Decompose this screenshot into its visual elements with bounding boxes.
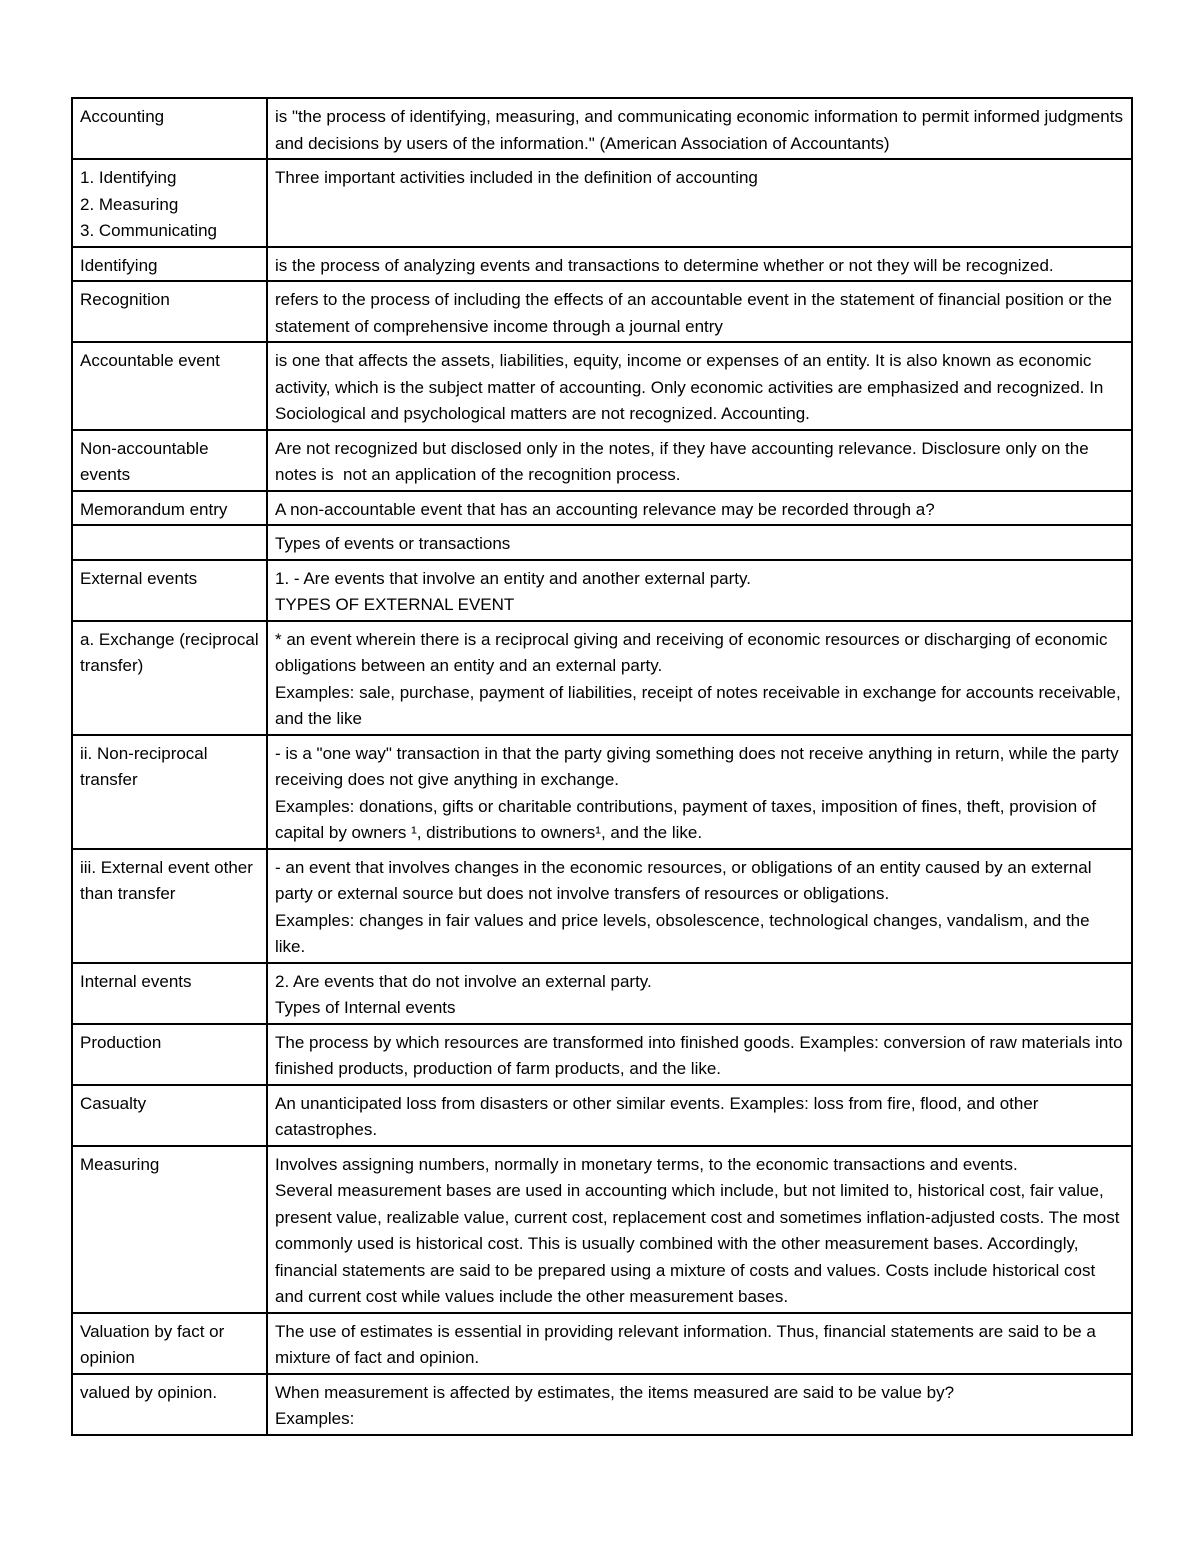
definition-text: Examples: donations, gifts or charitable contributions, payment of taxes, imposition of fines, theft, provision of capital by owners ¹, distributions to owners¹, and the like. <box>275 796 1101 842</box>
definition-cell <box>267 159 1132 247</box>
definition-cell <box>267 342 1132 430</box>
term-cell <box>72 342 267 430</box>
definition-cell <box>267 963 1132 1024</box>
definition-text: Are not recognized but disclosed only in the notes, if they have accounting relevance. Disclosure only on the notes is not an application of the recognition process. <box>275 438 1094 484</box>
table-row <box>72 963 1132 1024</box>
definition-text: Examples: sale, purchase, payment of liabilities, receipt of notes receivable in exchange for accounts receivable, and the like <box>275 682 1126 728</box>
definition-cell <box>267 735 1132 849</box>
definitions-table-body <box>72 98 1132 1435</box>
definition-text: Involves assigning numbers, normally in monetary terms, to the economic transactions and events. <box>275 1154 1018 1174</box>
term-cell <box>72 735 267 849</box>
term-text: Recognition <box>80 290 170 309</box>
term-text: Casualty <box>80 1093 147 1113</box>
table-row <box>72 1313 1132 1374</box>
document-page <box>71 97 1131 1436</box>
definition-text: An unanticipated loss from disasters or other similar events. Examples: loss from fire, flood, and other catastrophes. <box>275 1093 1044 1139</box>
table-row <box>72 621 1132 735</box>
definition-text: is the process of analyzing events and transactions to determine whether or not they will be recognized. <box>275 255 1054 275</box>
table-row <box>72 1024 1132 1085</box>
term-cell <box>72 849 267 963</box>
term-cell <box>72 560 267 621</box>
definition-text: refers to the process of including the effects of an accountable event in the statement of financial position or the statement of comprehensive income through a journal entry <box>275 290 1117 336</box>
definition-cell <box>267 281 1132 342</box>
term-text: iii. External event other than transfer <box>80 857 258 903</box>
term-cell <box>72 1024 267 1085</box>
definition-cell <box>267 1313 1132 1374</box>
definition-cell <box>267 247 1132 282</box>
term-text: Accounting <box>80 107 165 126</box>
definition-text: 1. - Are events that involve an entity and another external party. <box>275 568 751 588</box>
table-row <box>72 849 1132 963</box>
definition-text: When measurement is affected by estimates, the items measured are said to be value by? <box>275 1382 955 1402</box>
definition-cell <box>267 525 1132 560</box>
term-cell <box>72 491 267 526</box>
definition-text: Several measurement bases are used in accounting which include, but not limited to, historical cost, fair value, present value, realizable value, current cost, replacement cost and sometimes inflation-adjusted costs. The most commonly used is historical cost. This is usually combined with the other measurement bases. Accordingly, financial statements are said to be prepared using a mixture of costs and values. Costs include historical cost and current cost while values include the other measurement bases. <box>275 1181 1125 1306</box>
table-row <box>72 1374 1132 1435</box>
term-cell <box>72 98 267 159</box>
term-text: External events <box>80 568 198 588</box>
term-text: Memorandum entry <box>80 499 228 519</box>
table-row <box>72 735 1132 849</box>
definition-cell <box>267 849 1132 963</box>
table-row <box>72 525 1132 560</box>
term-cell <box>72 963 267 1024</box>
definition-cell <box>267 98 1132 159</box>
term-cell <box>72 621 267 735</box>
definition-text: * an event wherein there is a reciprocal giving and receiving of economic resources or discharging of economic obligations between an entity and an external party. <box>275 629 1113 675</box>
definition-cell <box>267 560 1132 621</box>
table-row <box>72 342 1132 430</box>
term-text: Identifying <box>80 255 158 275</box>
definition-text: - an event that involves changes in the economic resources, or obligations of an entity caused by an external party or external source but does not involve transfers of resources or obligations. <box>275 857 1097 903</box>
table-row <box>72 281 1132 342</box>
definition-text: The process by which resources are transformed into finished goods. Examples: conversion of raw materials into finished products, production of farm products, and the like. <box>275 1032 1128 1078</box>
term-cell <box>72 247 267 282</box>
definition-text: The use of estimates is essential in providing relevant information. Thus, financial statements are said to be a mixture of fact and opinion. <box>275 1321 1101 1367</box>
term-text: Accountable event <box>80 351 220 370</box>
term-text: Internal events <box>80 971 192 991</box>
term-text: Measuring <box>80 1154 160 1174</box>
definition-text: A non-accountable event that has an accounting relevance may be recorded through a? <box>275 499 935 519</box>
term-cell <box>72 1313 267 1374</box>
term-cell <box>72 1146 267 1313</box>
term-cell <box>72 525 267 560</box>
definition-text: Types of events or transactions <box>275 534 511 553</box>
definition-text: Types of Internal events <box>275 998 456 1017</box>
definition-cell <box>267 1146 1132 1313</box>
term-cell <box>72 159 267 247</box>
definition-cell <box>267 491 1132 526</box>
table-row <box>72 98 1132 159</box>
definition-cell <box>267 1374 1132 1435</box>
definition-cell <box>267 430 1132 491</box>
definition-text: Examples: <box>275 1409 355 1428</box>
term-text: Production <box>80 1032 162 1052</box>
term-text: Valuation by fact or opinion <box>80 1321 230 1367</box>
definition-text: Examples: changes in fair values and price levels, obsolescence, technological changes, vandalism, and the like. <box>275 910 1095 956</box>
term-text: ii. Non-reciprocal transfer <box>80 743 213 789</box>
definition-text: is one that affects the assets, liabilities, equity, income or expenses of an entity. It is also known as economic activity, which is the subject matter of accounting. Only economic activities are emphasized and recognized. In Sociological and psychological matters are not recognized. Accounting. <box>275 351 1109 423</box>
definitions-table <box>71 97 1133 1436</box>
table-row <box>72 1085 1132 1146</box>
term-cell <box>72 1374 267 1435</box>
table-row <box>72 560 1132 621</box>
term-text: 2. Measuring <box>80 194 179 214</box>
table-row <box>72 491 1132 526</box>
definition-text: is "the process of identifying, measuring, and communicating economic information to permit informed judgments and decisions by users of the information." (American Association of Accountants) <box>275 107 1128 153</box>
term-cell <box>72 1085 267 1146</box>
definition-cell <box>267 621 1132 735</box>
definition-text: TYPES OF EXTERNAL EVENT <box>275 595 515 614</box>
term-text: 3. Communicating <box>80 221 218 240</box>
table-row <box>72 430 1132 491</box>
term-text: 1. Identifying <box>80 168 177 187</box>
term-text: valued by opinion. <box>80 1382 218 1402</box>
term-text: Non-accountable events <box>80 438 214 484</box>
table-row <box>72 159 1132 247</box>
table-row <box>72 1146 1132 1313</box>
term-cell <box>72 281 267 342</box>
table-row <box>72 247 1132 282</box>
definition-text: 2. Are events that do not involve an external party. <box>275 971 652 991</box>
definition-cell <box>267 1085 1132 1146</box>
definition-cell <box>267 1024 1132 1085</box>
definition-text: - is a "one way" transaction in that the party giving something does not receive anything in return, while the party receiving does not give anything in exchange. <box>275 743 1124 789</box>
definition-text: Three important activities included in the definition of accounting <box>275 168 758 187</box>
term-cell <box>72 430 267 491</box>
term-text: a. Exchange (reciprocal transfer) <box>80 629 264 675</box>
